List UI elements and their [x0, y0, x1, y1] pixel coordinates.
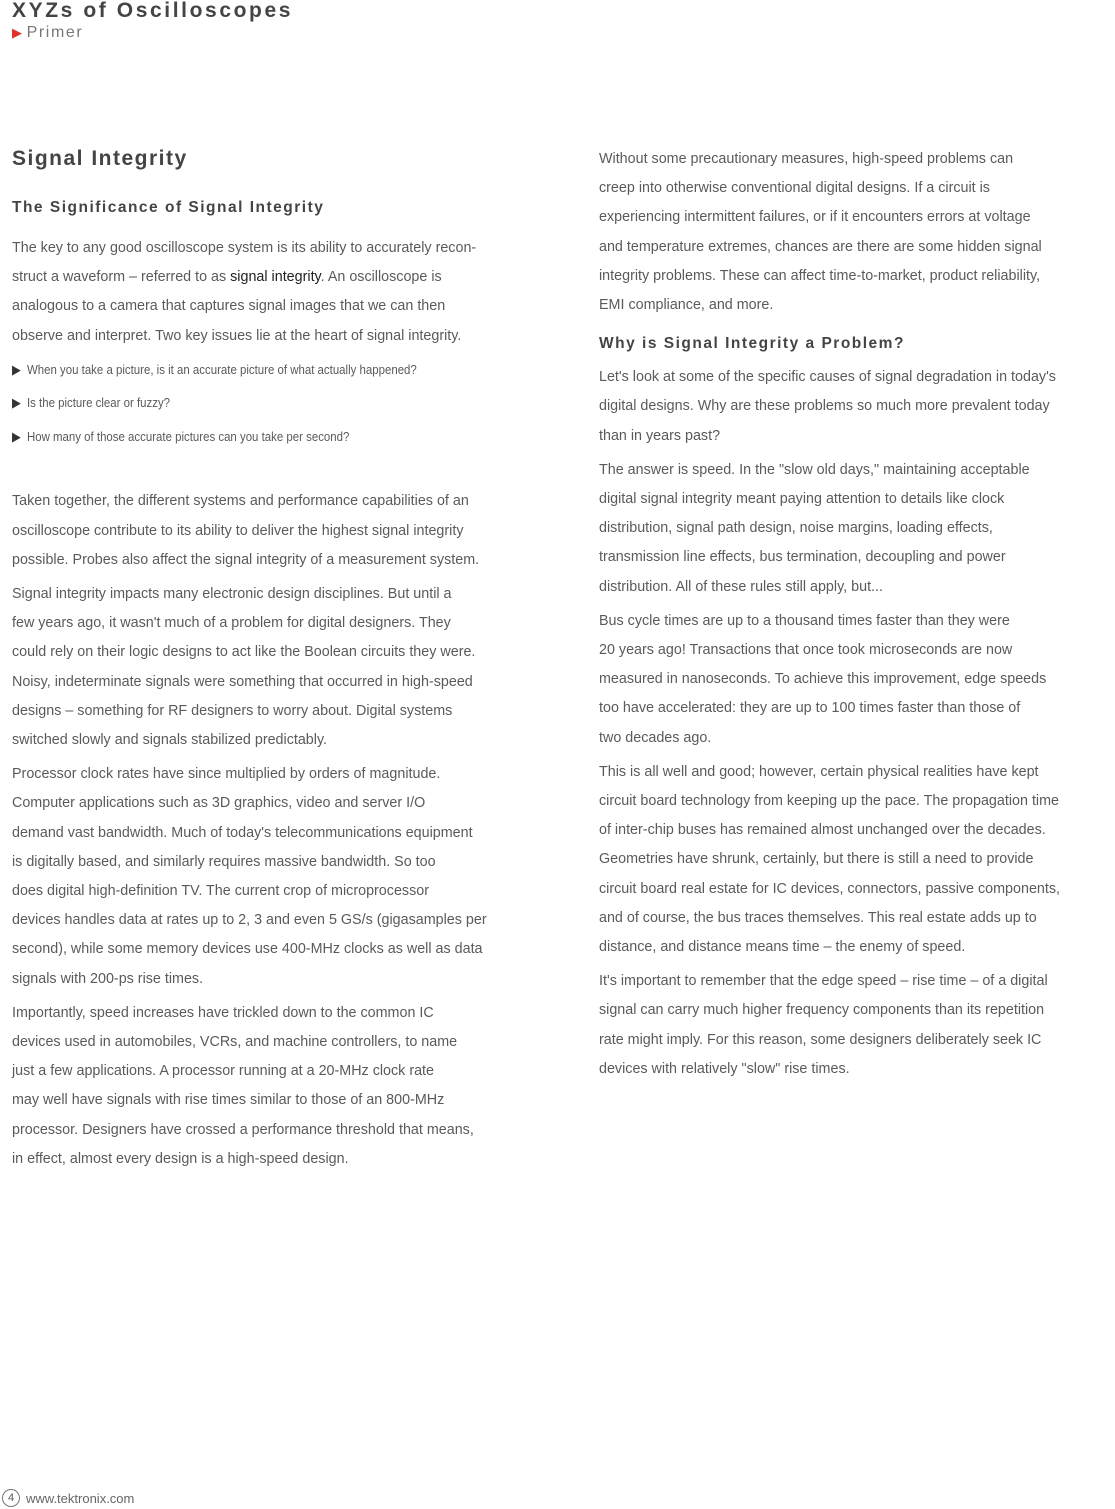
section-title: Signal Integrity — [12, 147, 188, 170]
triangle-bullet-icon: ▶ — [12, 395, 21, 411]
key-questions-list — [12, 353, 492, 454]
paragraph: Let's look at some of the specific causes of signal degradation in today's digital designs. Why are these problems so much more prevalent today than in years past? — [599, 368, 1056, 444]
paragraph: Processor clock rates have since multiplied by orders of magnitude. Computer applications such as 3D graphics, video and server I/O demand vast bandwidth. Much of today's telecommunications equipment is digitally based, and similarly requires massive bandwidth. So too does digital high-definition TV. The current crop of microprocessor devices handles data at rates up to 2, 3 and even 5 GS/s (gigasamples per second), while some memory devices use 400-MHz clocks as well as data signals with 200-ps rise times. — [12, 765, 487, 987]
paragraph: Signal integrity impacts many electronic design disciplines. But until a few years ago, it wasn't much of a problem for digital designers. They could rely on their logic designs to act like the Boolean circuits they were. Noisy, indeterminate signals were something that occurred in high-speed designs – something for RF designers to worry about. Digital systems switched slowly and signals stabilized predictably. — [12, 584, 476, 748]
page-footer — [2, 1489, 134, 1507]
paragraph: This is all well and good; however, certain physical realities have kept circuit board technology from keeping up the pace. The propagation time of inter-chip buses has remained almost unchanged over the decades. Geometries have shrunk, certainly, but there is still a need to provide circuit board real estate for IC devices, connectors, passive components, and of course, the bus traces themselves. This real estate adds up to distance, and distance means time – the enemy of speed. — [599, 762, 1061, 956]
triangle-bullet-icon: ▶ — [12, 25, 24, 40]
footer-url: www.tektronix.com — [26, 1490, 135, 1506]
subtitle-text: Primer — [26, 24, 84, 41]
paragraph: Bus cycle times are up to a thousand times faster than they were 20 years ago! Transactions that once took microseconds are now measured in nanoseconds. To achieve this improvement, edge speeds too have accelerated: they are up to 100 times faster than those of two decades ago. — [599, 611, 1047, 746]
triangle-bullet-icon: ▶ — [12, 428, 21, 444]
page-header — [12, 0, 293, 44]
intro-text-start: The key to any good oscilloscope system is its ability to accurately recon- struct a waveform – referred to as — [12, 239, 477, 286]
list-item: ▶ When you take a picture, is it an accurate picture of what actually happened? — [12, 361, 417, 377]
paragraph: The answer is speed. In the "slow old days," maintaining acceptable digital signal integrity meant paying attention to details like clock distribution, signal path design, noise margins, loading effects, transmission line effects, bus termination, decoupling and power distribution. All of these rules still apply, but... — [599, 460, 1030, 595]
paragraph: Importantly, speed increases have trickled down to the common IC devices used in automobiles, VCRs, and machine controllers, to name just a few applications. A processor running at a 20-MHz clock rate may well have signals with rise times similar to those of an 800-MHz processor. Designers have crossed a performance threshold that means, in effect, almost every design is a high-speed design. — [12, 1003, 474, 1167]
document-subtitle — [12, 22, 293, 44]
signal-integrity-term: signal integrity — [230, 268, 321, 286]
intro-text-end: . An oscilloscope is analogous to a camera that captures signal images that we can then observe and interpret. Two key issues lie at the heart of signal integrity. — [12, 268, 462, 344]
intro-paragraph — [12, 233, 532, 350]
list-item: ▶ Is the picture clear or fuzzy? — [12, 395, 171, 411]
paragraph: It's important to remember that the edge speed – rise time – of a digital signal can carry much higher frequency components than its repetition rate might imply. For this reason, some designers deliberately seek IC devices with relatively "slow" rise times. — [599, 972, 1048, 1077]
subsection-title: Why is Signal Integrity a Problem? — [599, 335, 905, 353]
paragraph: Taken together, the different systems and performance capabilities of an oscilloscope contribute to its ability to deliver the highest signal integrity possible. Probes also affect the signal integrity of a measurement system. — [12, 492, 480, 568]
left-column — [12, 144, 557, 1173]
subsection-title: The Significance of Signal Integrity — [12, 199, 325, 216]
list-item: ▶ How many of those accurate pictures can you take per second? — [12, 428, 350, 444]
document-title: XYZs of Oscilloscopes — [12, 0, 294, 22]
page-number: 4 — [2, 1489, 20, 1507]
triangle-bullet-icon: ▶ — [12, 361, 21, 377]
right-column — [599, 144, 1115, 1083]
paragraph: Without some precautionary measures, high-speed problems can creep into otherwise conventional digital designs. If a circuit is experiencing intermittent failures, or if it encounters errors at voltage and temperature extremes, chances are there are some hidden signal integrity problems. These can affect time-to-market, product reliability, EMI compliance, and more. — [599, 150, 1042, 314]
